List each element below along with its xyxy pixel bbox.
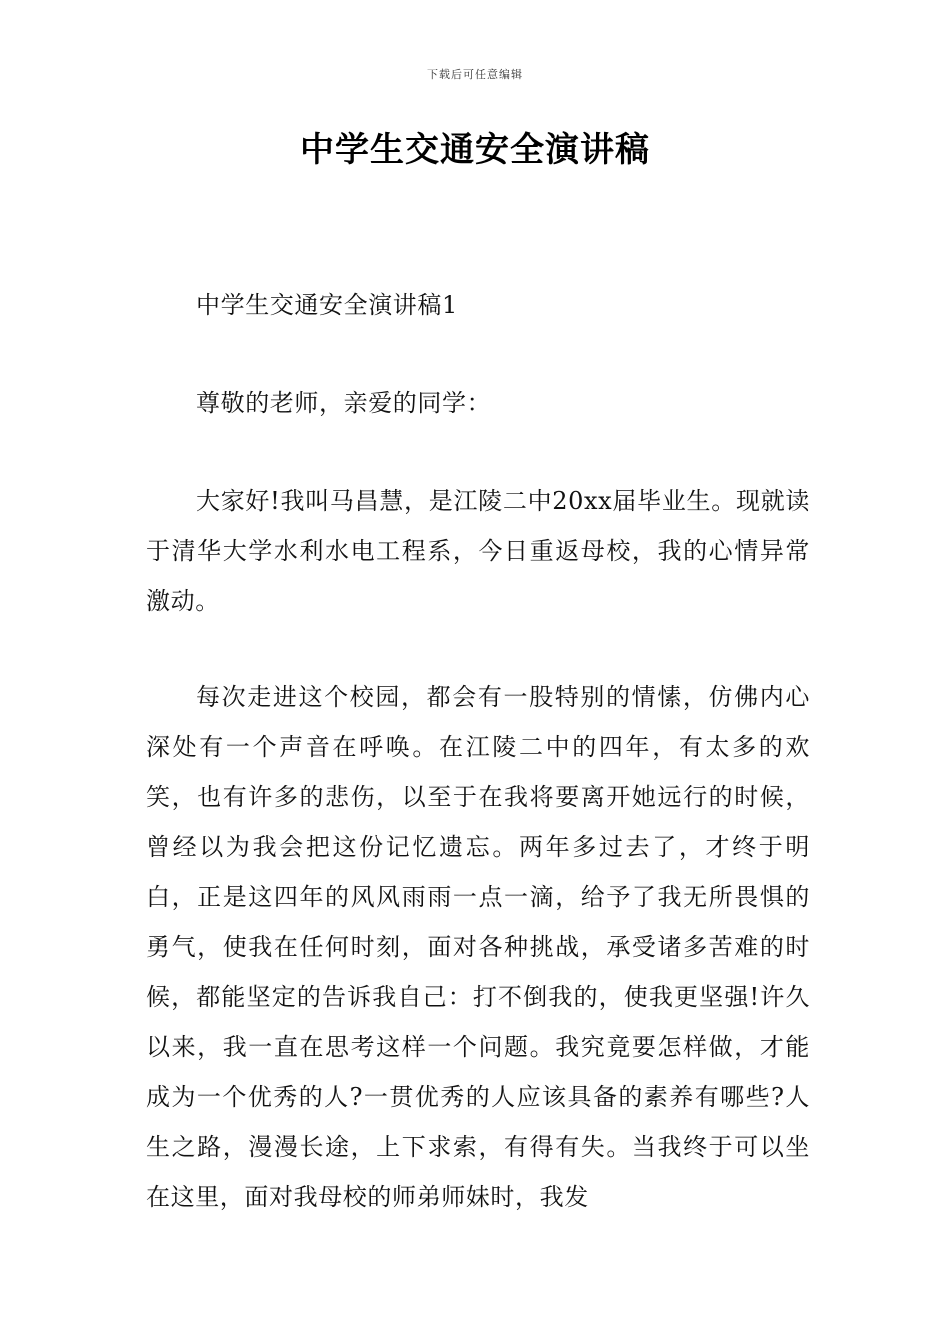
paragraph-salutation: 尊敬的老师，亲爱的同学： [196,389,492,417]
paragraph-subtitle: 中学生交通安全演讲稿1 [196,291,458,319]
document-title: 中学生交通安全演讲稿 [300,130,650,170]
header-note: 下载后可任意编辑 [427,68,523,81]
document-body [146,280,810,1222]
paragraph-reflection: 每次走进这个校园，都会有一股特别的情愫，仿佛内心深处有一个声音在呼唤。在江陵二中的四年，有太多的欢笑，也有许多的悲伤，以至于在我将要离开她远行的时候，曾经以为我会把这份记忆遗忘。两年多过去了，才终于明白，正是这四年的风风雨雨一点一滴，给予了我无所畏惧的勇气，使我在任何时刻，面对各种挑战，承受诸多苦难的时候，都能坚定的告诉我自己：打不倒我的，使我更坚强!许久以来，我一直在思考这样一个问题。我究竟要怎样做，才能成为一个优秀的人?一贯优秀的人应该具备的素养有哪些?人生之路，漫漫长途，上下求索，有得有失。当我终于可以坐在这里，面对我母校的师弟师妹时，我发 [146,683,810,1211]
paragraph-introduction: 大家好!我叫马昌慧，是江陵二中20xx届毕业生。现就读于清华大学水利水电工程系，今日重返母校，我的心情异常激动。 [146,487,810,615]
